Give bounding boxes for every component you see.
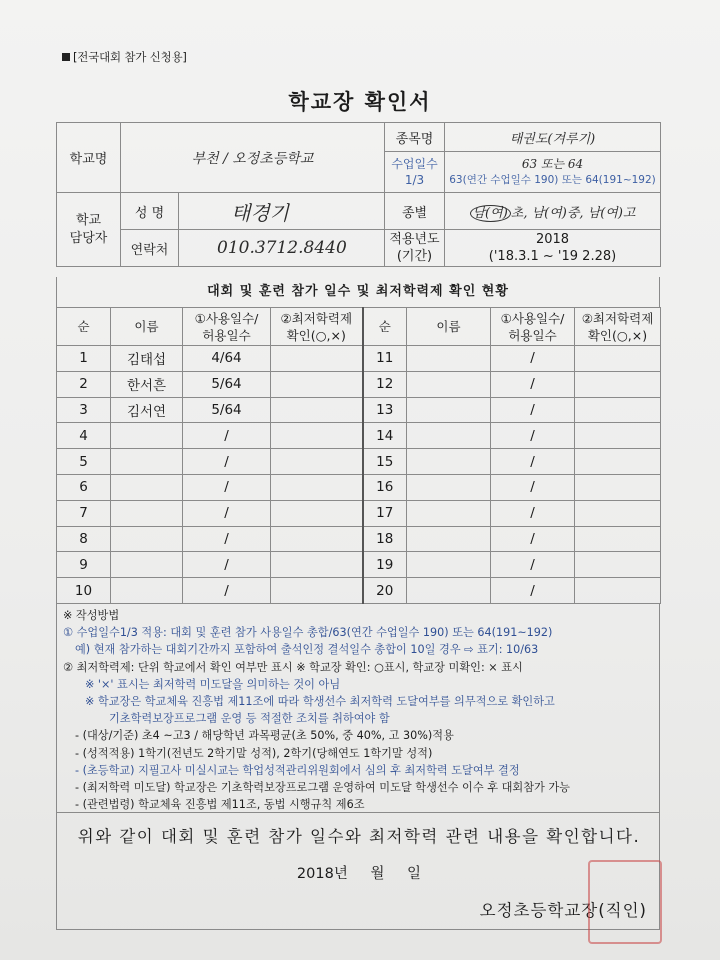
row-check: [271, 526, 363, 552]
section-title: 대회 및 훈련 참가 일수 및 최저학력제 확인 현황: [56, 277, 660, 307]
manager-label-2: 담당자: [69, 230, 108, 246]
contact-label: 연락처: [121, 230, 179, 267]
row-days-2: /: [491, 552, 575, 578]
type-value-text: 초, 남(여)중, 남(여)고: [510, 205, 636, 221]
year-value-1: 2018: [535, 232, 570, 247]
col-header-days-2-line2: 허용일수: [508, 327, 557, 343]
roster-row: [57, 371, 661, 397]
note-8: - (최저학력 미도달) 학교장은 기초학력보장프로그램 운영하여 미도달 학생선수 이수 후 대회참가 가능: [75, 781, 570, 795]
form-tag: [62, 49, 187, 65]
row-days: /: [183, 449, 271, 475]
name-label: 성 명: [121, 193, 179, 230]
days-value-2: 63(연간 수업일수 190) 또는 64(191~192): [449, 174, 656, 186]
row-check: [271, 500, 363, 526]
row-no: 8: [57, 526, 111, 552]
col-header-check-2-line1: ②최저학력제: [581, 310, 654, 326]
col-header-no: 순: [57, 308, 111, 346]
row-no: 1: [57, 346, 111, 372]
note-9: - (관련법령) 학교체육 진흥법 제11조, 동법 시행규칙 제6조: [75, 798, 365, 812]
school-label: 학교명: [57, 123, 121, 193]
col-header-days-2: 허용일수: [202, 327, 251, 343]
official-seal-stamp: [588, 860, 662, 944]
sport-value: 태권도(겨루기): [445, 123, 661, 152]
row-name: [111, 474, 183, 500]
col-header-days-2-line1: ①사용일수/: [500, 310, 565, 326]
row-no-2: 16: [363, 474, 407, 500]
row-days-2: /: [491, 500, 575, 526]
row-name-2: [407, 371, 491, 397]
contact-value: 010.3712.8440: [179, 230, 385, 267]
row-name: [111, 552, 183, 578]
row-name: 김서연: [111, 397, 183, 423]
row-check-2: [575, 397, 661, 423]
row-check-2: [575, 371, 661, 397]
row-days: /: [183, 423, 271, 449]
row-no-2: 17: [363, 500, 407, 526]
days-label: [385, 152, 445, 193]
row-days-2: /: [491, 578, 575, 604]
row-days: /: [183, 578, 271, 604]
row-days-2: /: [491, 397, 575, 423]
days-label-1: 수업일수: [391, 157, 438, 171]
row-days: 5/64: [183, 371, 271, 397]
year-value-2: ('18.3.1 ~ '19 2.28): [488, 249, 617, 264]
row-check-2: [575, 449, 661, 475]
row-no-2: 14: [363, 423, 407, 449]
row-days: /: [183, 474, 271, 500]
note-5: - (대상/기준) 초4 ~고3 / 해당학년 과목평균(초 50%, 중 40%, 고 30%)적용: [75, 729, 454, 743]
row-name-2: [407, 500, 491, 526]
row-check: [271, 397, 363, 423]
row-check-2: [575, 526, 661, 552]
roster-row: [57, 423, 661, 449]
row-no: 9: [57, 552, 111, 578]
note-1b: 예) 현재 참가하는 대회기간까지 포함하여 출석인정 결석일수 총합이 10일 경우 ⇨ 표기: 10/63: [75, 643, 539, 657]
row-check-2: [575, 578, 661, 604]
confirmation-statement: 위와 같이 대회 및 훈련 참가 일수와 최저학력 관련 내용을 확인합니다.: [77, 827, 641, 846]
row-days-2: /: [491, 526, 575, 552]
row-name: [111, 578, 183, 604]
row-name: [111, 526, 183, 552]
row-check: [271, 423, 363, 449]
roster-row: [57, 346, 661, 372]
year-label-1: 적용년도: [389, 232, 440, 247]
row-check-2: [575, 423, 661, 449]
row-days: /: [183, 526, 271, 552]
confirmation-section: [56, 813, 660, 930]
year-label-2: (기간): [396, 249, 433, 264]
row-name: [111, 423, 183, 449]
row-check-2: [575, 500, 661, 526]
row-days-2: /: [491, 371, 575, 397]
row-no-2: 15: [363, 449, 407, 475]
row-days: /: [183, 500, 271, 526]
col-header-name: 이름: [111, 308, 183, 346]
days-value-1: 63 또는 64: [521, 157, 584, 171]
row-days: 5/64: [183, 397, 271, 423]
roster-row: [57, 526, 661, 552]
row-name-2: [407, 578, 491, 604]
days-label-2: 1/3: [404, 173, 425, 187]
row-no-2: 20: [363, 578, 407, 604]
year-value: [445, 230, 661, 267]
note-2: ② 최저학력제: 단위 학교에서 확인 여부만 표시 ※ 학교장 확인: ○표시, 학교장 미확인: × 표시: [63, 660, 523, 674]
row-no: 7: [57, 500, 111, 526]
row-check: [271, 578, 363, 604]
note-1: ① 수업일수1/3 적용: 대회 및 훈련 참가 사용일수 총합/63(연간 수업일수 190) 또는 64(191~192): [63, 626, 553, 640]
row-no: 3: [57, 397, 111, 423]
col-header-name-2: 이름: [407, 308, 491, 346]
row-name: [111, 500, 183, 526]
row-name-2: [407, 423, 491, 449]
roster-row: [57, 474, 661, 500]
row-check: [271, 474, 363, 500]
confirmation-date: 2018년 월 일: [296, 866, 422, 882]
note-3: ※ '×' 표시는 최저학력 미도달을 의미하는 것이 아님: [85, 677, 341, 691]
row-name-2: [407, 526, 491, 552]
row-check-2: [575, 552, 661, 578]
row-name-2: [407, 346, 491, 372]
note-7: - (초등학교) 지필고사 미실시교는 학업성적관리위원회에서 심의 후 최저학력 도달여부 결정: [75, 763, 520, 777]
row-no: 5: [57, 449, 111, 475]
sport-label: 종목명: [385, 123, 445, 152]
row-no: 6: [57, 474, 111, 500]
row-days-2: /: [491, 346, 575, 372]
row-no-2: 18: [363, 526, 407, 552]
row-check: [271, 449, 363, 475]
type-value: [445, 193, 661, 230]
col-header-days-1: ①사용일수/: [194, 310, 259, 326]
roster-row: [57, 552, 661, 578]
row-no-2: 19: [363, 552, 407, 578]
manager-label-1: 학교: [75, 212, 102, 228]
row-name-2: [407, 552, 491, 578]
page-title: 학교장 확인서: [288, 90, 432, 114]
row-no-2: 13: [363, 397, 407, 423]
days-value: [445, 152, 661, 193]
row-days: /: [183, 552, 271, 578]
principal-signature: 오정초등학교장(직인): [479, 901, 647, 920]
col-header-days-2: [491, 308, 575, 346]
roster-table: [56, 307, 661, 604]
type-label: 종별: [385, 193, 445, 230]
row-days-2: /: [491, 474, 575, 500]
school-value: 부천 / 오정초등학교: [121, 123, 385, 193]
note-4b: 기초학력보장프로그램 운영 등 적절한 조치를 취하여야 함: [109, 712, 390, 726]
row-name: 한서흔: [111, 371, 183, 397]
header-table: [56, 122, 661, 267]
col-header-check-2-line2: 확인(○,×): [587, 327, 648, 343]
row-no: 10: [57, 578, 111, 604]
note-6: - (성적적용) 1학기(전년도 2학기말 성적), 2학기(당해연도 1학기말 성적): [75, 746, 433, 760]
form-tag-text: [전국대회 참가 신청용]: [73, 50, 187, 64]
roster-row: [57, 578, 661, 604]
note-4: ※ 학교장은 학교체육 진흥법 제11조에 따라 학생선수 최저학력 도달여부를 의무적으로 확인하고: [85, 695, 555, 709]
col-header-check-2: [575, 308, 661, 346]
row-check-2: [575, 474, 661, 500]
notes-heading: ※ 작성방법: [63, 609, 120, 622]
name-value: 태경기: [179, 193, 385, 230]
col-header-no-2: 순: [363, 308, 407, 346]
row-name-2: [407, 474, 491, 500]
row-check-2: [575, 346, 661, 372]
row-check: [271, 346, 363, 372]
col-header-check: [271, 308, 363, 346]
row-no: 2: [57, 371, 111, 397]
col-header-days: [183, 308, 271, 346]
row-days: 4/64: [183, 346, 271, 372]
roster-row: [57, 449, 661, 475]
row-check: [271, 371, 363, 397]
row-no-2: 12: [363, 371, 407, 397]
year-label: [385, 230, 445, 267]
col-header-check-1: ②최저학력제: [280, 310, 353, 326]
row-no: 4: [57, 423, 111, 449]
roster-row: [57, 397, 661, 423]
row-name-2: [407, 449, 491, 475]
row-check: [271, 552, 363, 578]
row-days-2: /: [491, 449, 575, 475]
square-bullet-icon: [62, 53, 70, 61]
row-name-2: [407, 397, 491, 423]
notes-section: [56, 603, 660, 813]
row-days-2: /: [491, 423, 575, 449]
type-circled: 남(여): [470, 205, 511, 222]
row-name: 김태섭: [111, 346, 183, 372]
manager-label: [57, 193, 121, 267]
row-no-2: 11: [363, 346, 407, 372]
roster-row: [57, 500, 661, 526]
row-name: [111, 449, 183, 475]
roster-header-row: [57, 308, 661, 346]
col-header-check-2: 확인(○,×): [286, 327, 346, 343]
